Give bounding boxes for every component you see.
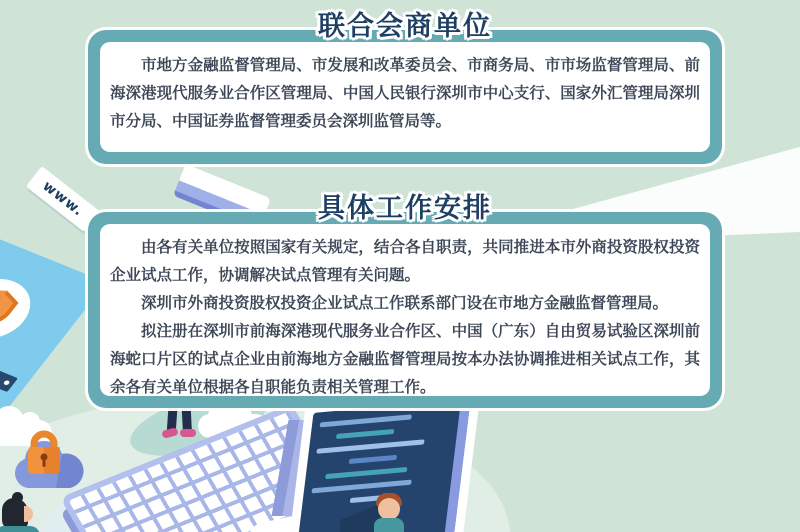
work-plan-paragraph-1: 由各有关单位按照国家有关规定，结合各自职责，共同推进本市外商投资股权投资企业试点工作，协调解决试点管理有关问题。 (110, 238, 700, 284)
section-title-work-plan: 具体工作安排 (318, 193, 492, 224)
card-body (100, 42, 710, 152)
password-dots-bar (0, 334, 18, 392)
shield-icon (0, 282, 27, 336)
card-work-plan (88, 193, 722, 408)
work-plan-paragraph-3: 拟注册在深圳市前海深港现代服务业合作区、中国（广东）自由贸易试验区深圳前海蛇口片区的试点企业由前海地方金融监督管理局按本办法协调推进相关试点工作，其余各有关单位根据各自职能负责相关管理工作。 (110, 322, 700, 396)
joint-units-text: 市地方金融监督管理局、市发展和改革委员会、市商务局、市市场监督管理局、前海深港现代服务业合作区管理局、中国人民银行深圳市中心支行、国家外汇管理局深圳市分局、中国证券监督管理委员会深圳监管局等。 (110, 56, 700, 130)
section-title-joint-units: 联合会商单位 (318, 11, 492, 42)
browser-url-label: www. (39, 178, 87, 220)
person-with-laptop (340, 496, 410, 532)
card-body (100, 224, 710, 396)
woman-figure (0, 492, 56, 532)
card-joint-units (88, 11, 722, 164)
work-plan-paragraph-2: 深圳市外商投资股权投资企业试点工作联系部门设在市地方金融监督管理局。 (141, 294, 669, 312)
shield-badge (0, 269, 45, 348)
